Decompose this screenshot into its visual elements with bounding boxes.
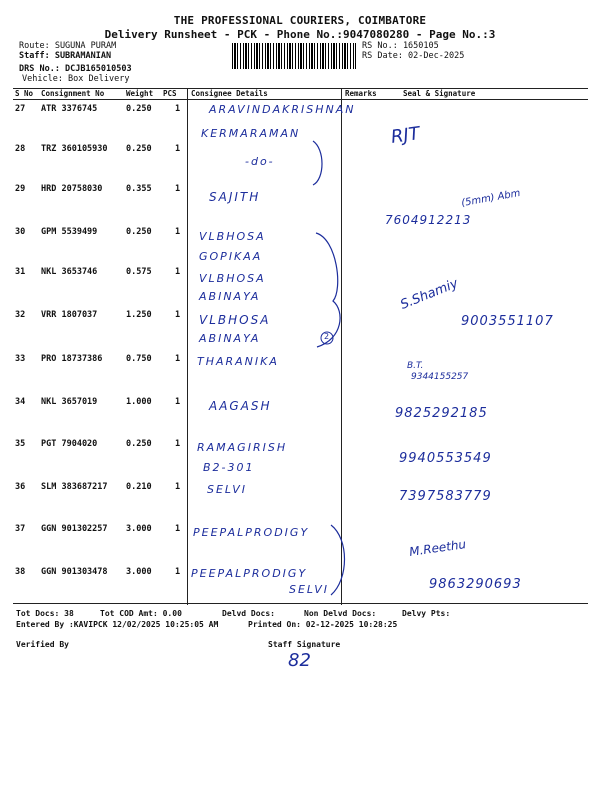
barcode	[232, 43, 356, 69]
col-consignment: Consignment No	[41, 89, 105, 98]
table-row: 30 GPM 5539499 0.250 1	[15, 227, 181, 237]
handwritten-consignee: THARANIKA	[197, 355, 279, 368]
handwritten-consignee: PEEPALPRODIGY	[191, 567, 308, 580]
handwritten-consignee: ABINAYA	[199, 290, 261, 303]
handwritten-consignee: PEEPALPRODIGY	[193, 526, 310, 539]
verified-by: Verified By	[16, 640, 69, 649]
handwritten-consignee: VLBHOSA	[199, 230, 266, 243]
table-row: 31 NKL 3653746 0.575 1	[15, 267, 181, 277]
tot-cod-amt: Tot COD Amt: 0.00	[100, 609, 182, 618]
signature: 9940553549	[399, 451, 492, 466]
staff-label: Staff: SUBRAMANIAN	[19, 51, 112, 61]
signature: S.Shamiy	[398, 276, 461, 313]
handwritten-consignee: ARAVINDAKRISHNAN	[209, 103, 356, 116]
handwritten-consignee: B2-301	[203, 461, 255, 474]
table-row: 36 SLM 383687217 0.210 1	[15, 482, 181, 492]
table-row: 33 PRO 18737386 0.750 1	[15, 354, 181, 364]
table-row: 34 NKL 3657019 1.000 1	[15, 397, 181, 407]
signature: (5mm) Abm	[460, 187, 522, 210]
handwritten-consignee: RAMAGIRISH	[197, 441, 288, 454]
signature: 7604912213	[385, 213, 472, 227]
handwritten-consignee: AAGASH	[209, 399, 272, 413]
ink-brackets	[13, 89, 588, 605]
handwritten-consignee: ABINAYA	[199, 332, 261, 345]
company-title: THE PROFESSIONAL COURIERS, COIMBATORE	[173, 14, 427, 27]
handwritten-consignee: SELVI	[207, 483, 248, 496]
handwritten-consignee: KERMARAMAN	[201, 127, 301, 140]
col-consignee: Consignee Details	[191, 89, 268, 98]
circled-note: 2	[324, 332, 330, 341]
table-row: 27 ATR 3376745 0.250 1	[15, 104, 181, 114]
runsheet-table	[13, 88, 588, 604]
table-row: 32 VRR 1807037 1.250 1	[15, 310, 181, 320]
delvy-pts: Delvy Pts:	[402, 609, 451, 618]
drs-label: DRS No.: DCJB165010503	[19, 64, 132, 74]
entered-by: Entered By :KAVIPCK 12/02/2025 10:25:05 AM	[16, 620, 219, 629]
handwritten-consignee: VLBHOSA	[199, 313, 271, 327]
table-row: 29 HRD 20758030 0.355 1	[15, 184, 181, 194]
route-label: Route: SUGUNA PURAM	[19, 41, 117, 51]
signature: 9344155257	[411, 372, 469, 382]
non-delvd-docs: Non Delvd Docs:	[304, 609, 377, 618]
handwritten-consignee: VLBHOSA	[199, 272, 266, 285]
table-row: 28 TRZ 360105930 0.250 1	[15, 144, 181, 154]
signature: M.Reethu	[408, 537, 467, 559]
tot-docs: Tot Docs: 38	[16, 609, 74, 618]
rs-date-label: RS Date: 02-Dec-2025	[362, 51, 465, 61]
signature: 9003551107	[461, 314, 554, 329]
handwritten-consignee: GOPIKAA	[199, 250, 263, 263]
signature: 7397583779	[399, 489, 492, 504]
table-row: 37 GGN 901302257 3.000 1	[15, 524, 181, 534]
handwritten-consignee: SAJITH	[209, 190, 261, 204]
printed-on: Printed On: 02-12-2025 10:28:25	[248, 620, 398, 629]
table-row: 35 PGT 7904020 0.250 1	[15, 439, 181, 449]
vehicle-label: Vehicle: Box Delivery	[22, 74, 130, 84]
runsheet-title: Delivery Runsheet - PCK - Phone No.:9047080280 - Page No.:3	[104, 28, 496, 41]
col-sno: S No	[15, 89, 34, 98]
delvd-docs: Delvd Docs:	[222, 609, 275, 618]
rs-no-label: RS No.: 1650105	[362, 41, 439, 51]
col-seal-signature: Seal & Signature	[403, 89, 476, 98]
handwritten-consignee: SELVI	[289, 583, 330, 596]
col-weight: Weight	[126, 89, 154, 98]
staff-signature: 82	[288, 650, 311, 671]
table-row: 38 GGN 901303478 3.000 1	[15, 567, 181, 577]
signature: 9863290693	[429, 577, 522, 592]
staff-signature-label: Staff Signature	[268, 640, 341, 649]
col-remarks: Remarks	[345, 89, 377, 98]
col-pcs: PCS	[163, 89, 177, 98]
signature: 9825292185	[395, 406, 488, 421]
signature: RJT	[389, 123, 422, 148]
signature: B.T.	[407, 361, 424, 371]
handwritten-consignee: -do-	[245, 155, 275, 168]
